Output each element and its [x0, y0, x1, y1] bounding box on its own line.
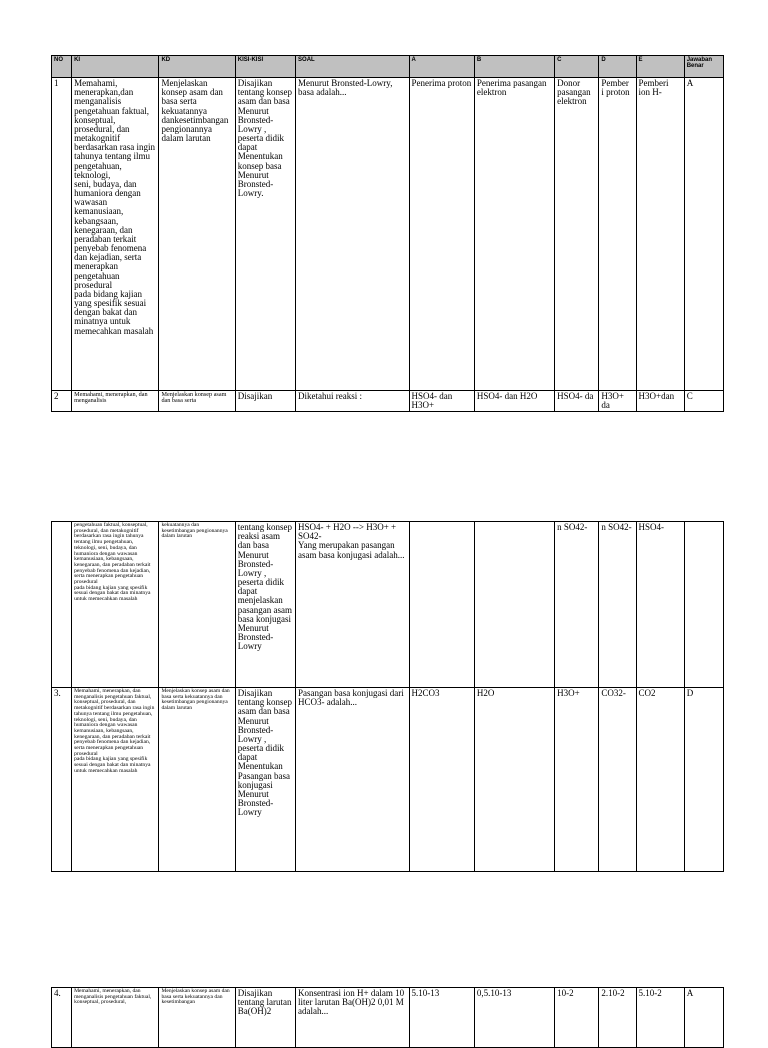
cell-option-a: [409, 522, 474, 688]
cell-option-a: Penerima proton: [409, 78, 474, 391]
cell-soal: Diketahui reaksi :: [296, 391, 410, 412]
cell-option-a: 5.10-13: [409, 988, 474, 1048]
question-table-page-2: [51, 521, 724, 872]
cell-option-b: Penerima pasangan elektron: [474, 78, 554, 391]
cell-soal: Pasangan basa konjugasi dari HCO3- adalah...: [296, 688, 410, 872]
cell-no: 4.: [52, 988, 72, 1048]
header-kd: KD: [159, 56, 235, 78]
cell-option-c: HSO4- da: [555, 391, 599, 412]
cell-kisi: tentang konsep reaksi asam dan basa Menurut Bronsted-Lowry , peserta didik dapat menjelaskan pasangan asam basa konjugasi Menurut Bronsted-Lowry: [235, 522, 295, 688]
cell-jawaban: A: [684, 78, 723, 391]
cell-kisi: Disajikan tentang larutan Ba(OH)2: [235, 988, 295, 1048]
cell-no: [52, 522, 72, 688]
cell-kd: kekuatannya dan kesetimbangan pengionannya dalam larutan: [159, 522, 235, 688]
header-c: C: [555, 56, 599, 78]
header-ki: KI: [72, 56, 159, 78]
cell-option-b: [474, 522, 554, 688]
cell-option-a: HSO4- dan H3O+: [409, 391, 474, 412]
cell-option-b: HSO4- dan H2O: [474, 391, 554, 412]
table-row: [52, 391, 724, 412]
cell-option-a: H2CO3: [409, 688, 474, 872]
cell-jawaban: C: [684, 391, 723, 412]
cell-ki: Memahami, menerapkan,dan menganalisis pengetahuan faktual, konseptual, prosedural, dan metakognitif berdasarkan rasa ingin tahunya tentang ilmu pengetahuan, teknologi, seni, budaya, dan humaniora dengan wawasan kemanusiaan, kebangsaan, kenegaraan, dan peradaban terkait penyebab fenomena dan kejadian, serta menerapkan pengetahuan prosedural pada bidang kajian yang spesifik sesuai dengan bakat dan minatnya untuk memecahkan masalah: [72, 78, 159, 391]
header-soal: SOAL: [296, 56, 410, 78]
cell-option-d: 2.10-2: [599, 988, 636, 1048]
table-row: [52, 78, 724, 391]
cell-no: 2: [52, 391, 72, 412]
header-e: E: [636, 56, 684, 78]
cell-soal: HSO4- + H2O --> H3O+ + SO42- Yang merupakan pasangan asam basa konjugasi adalah...: [296, 522, 410, 688]
cell-option-c: H3O+: [555, 688, 599, 872]
cell-option-d: Pember i proton: [599, 78, 636, 391]
cell-option-b: 0,5.10-13: [474, 988, 554, 1048]
cell-soal: Konsentrasi ion H+ dalam 10 liter larutan Ba(OH)2 0,01 M adalah...: [296, 988, 410, 1048]
cell-kd: Menjelaskan konsep asam dan basa serta: [159, 391, 235, 412]
header-kisi-kisi: KISI-KISI: [235, 56, 295, 78]
cell-option-e: H3O+dan: [636, 391, 684, 412]
cell-jawaban: A: [684, 988, 723, 1048]
cell-kisi: Disajikan tentang konsep asam dan basa Menurut Bronsted-Lowry , peserta didik dapat Menentukan konsep basa Menurut Bronsted-Lowry.: [235, 78, 295, 391]
cell-option-d: CO32-: [599, 688, 636, 872]
cell-kisi: Disajikan: [235, 391, 295, 412]
cell-kd: Menjelaskan konsep asam dan basa serta kekuatannya dankesetimbangan pengionannya dalam larutan: [159, 78, 235, 391]
cell-ki: pengetahuan faktual, konseptual, prosedural, dan metakognitif berdasarkan rasa ingin tahunya tentang ilmu pengetahuan, teknologi, seni, budaya, dan humaniora dengan wawasan kemanusiaan, kebangsaan, kenegaraan, dan peradaban terkait penyebab fenomena dan kejadian, serta menerapkan pengetahuan prosedural pada bidang kajian yang spesifik sesuai dengan bakat dan minatnya untuk memecahkan masalah: [72, 522, 159, 688]
cell-option-c: 10-2: [555, 988, 599, 1048]
cell-kd: Menjelaskan konsep asam dan basa serta kekuatannya dan kesetimbangan pengionannya dalam larutan: [159, 688, 235, 872]
header-d: D: [599, 56, 636, 78]
cell-jawaban: D: [684, 688, 723, 872]
header-a: A: [409, 56, 474, 78]
cell-ki: Memahami, menerapkan, dan menganalisis pengetahuan faktual, konseptual, prosedural, dan metakognitif berdasarkan rasa ingin tahunya tentang ilmu pengetahuan, teknologi, seni, budaya, dan humaniora dengan wawasan kemanusiaan, kebangsaan, kenegaraan, dan peradaban terkait penyebab fenomena dan kejadian, serta menerapkan pengetahuan prosedural pada bidang kajian yang spesifik sesuai dengan bakat dan minatnya untuk memecahkan masalah: [72, 688, 159, 872]
cell-option-b: H2O: [474, 688, 554, 872]
cell-option-e: CO2: [636, 688, 684, 872]
table-row: [52, 688, 724, 872]
question-table-page-1: [51, 55, 724, 412]
cell-no: 1: [52, 78, 72, 391]
cell-soal: Menurut Bronsted-Lowry, basa adalah...: [296, 78, 410, 391]
header-no: NO: [52, 56, 72, 78]
cell-option-e: Pemberi ion H-: [636, 78, 684, 391]
cell-jawaban: [684, 522, 723, 688]
cell-option-c: Donor pasangan elektron: [555, 78, 599, 391]
table-row: [52, 522, 724, 688]
cell-kd: Menjelaskan konsep asam dan basa serta kekuatannya dan kesetimbangan: [159, 988, 235, 1048]
cell-option-d: H3O+ da: [599, 391, 636, 412]
cell-ki: Memahami, menerapkan, dan menganalisis: [72, 391, 159, 412]
cell-option-c: n SO42-: [555, 522, 599, 688]
table-row: [52, 988, 724, 1048]
header-jawaban: Jawaban Benar: [684, 56, 723, 78]
header-b: B: [474, 56, 554, 78]
cell-kisi: Disajikan tentang konsep asam dan basa Menurut Bronsted-Lowry , peserta didik dapat Menentukan Pasangan basa konjugasi Menurut Bronsted-Lowry: [235, 688, 295, 872]
question-table-page-3: [51, 987, 724, 1048]
cell-option-d: n SO42-: [599, 522, 636, 688]
cell-option-e: 5.10-2: [636, 988, 684, 1048]
cell-no: 3.: [52, 688, 72, 872]
cell-ki: Memahami, menerapkan, dan menganalisis pengetahuan faktual, konseptual, prosedural,: [72, 988, 159, 1048]
cell-option-e: HSO4-: [636, 522, 684, 688]
header-row: [52, 56, 724, 78]
